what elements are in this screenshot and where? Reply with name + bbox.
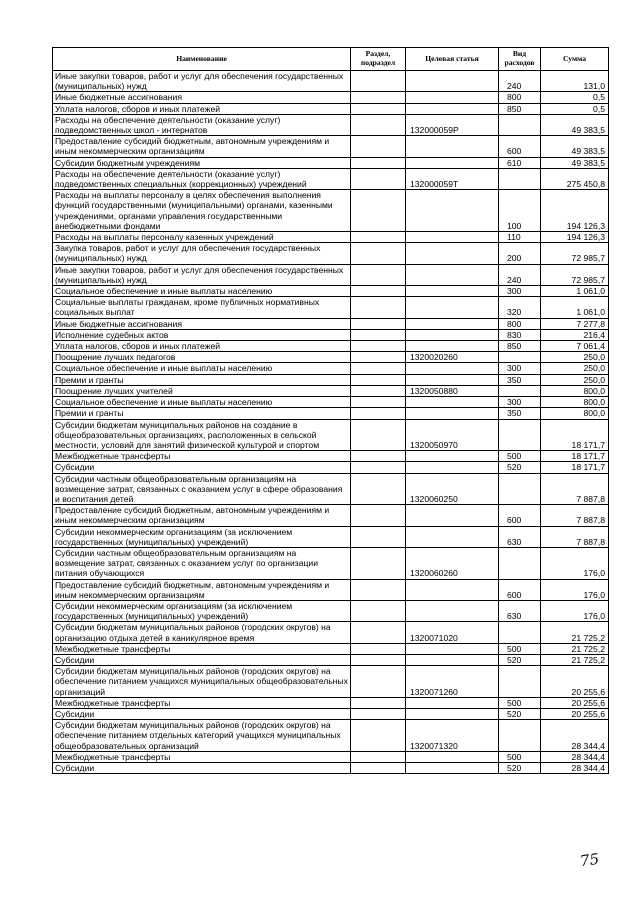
table-row [53, 71, 609, 92]
cell-target [406, 374, 499, 385]
cell-section [351, 720, 406, 752]
cell-sum: 216,4 [541, 329, 609, 340]
table-row [53, 352, 609, 363]
table-row [53, 318, 609, 329]
cell-type: 630 [499, 600, 541, 621]
cell-target [406, 286, 499, 297]
cell-type: 240 [499, 71, 541, 92]
table-row [53, 168, 609, 189]
cell-section [351, 600, 406, 621]
cell-sum: 275 450,8 [541, 168, 609, 189]
cell-sum: 7 887,8 [541, 526, 609, 547]
table-row [53, 505, 609, 526]
cell-sum: 800,0 [541, 397, 609, 408]
cell-section [351, 505, 406, 526]
cell-target [406, 264, 499, 285]
cell-sum: 28 344,4 [541, 763, 609, 774]
cell-type: 300 [499, 363, 541, 374]
table-row [53, 654, 609, 665]
page-number: 75 [578, 849, 601, 871]
cell-target: 132000059Т [406, 168, 499, 189]
cell-name: Субсидии частным общеобразовательным организациям на возмещение затрат, связанных с оказанием услуг по организации питания обучающихся [53, 547, 351, 579]
cell-target [406, 462, 499, 473]
cell-sum: 250,0 [541, 374, 609, 385]
cell-target: 132000059Р [406, 114, 499, 135]
cell-target [406, 763, 499, 774]
cell-name: Уплата налогов, сборов и иных платежей [53, 103, 351, 114]
cell-section [351, 397, 406, 408]
cell-sum: 72 985,7 [541, 243, 609, 264]
cell-section [351, 286, 406, 297]
cell-name: Субсидии [53, 708, 351, 719]
cell-target: 1320050970 [406, 419, 499, 451]
cell-type [499, 114, 541, 135]
cell-target [406, 654, 499, 665]
table-row [53, 243, 609, 264]
cell-target [406, 600, 499, 621]
cell-name: Премии и гранты [53, 374, 351, 385]
cell-sum: 49 383,5 [541, 157, 609, 168]
cell-section [351, 419, 406, 451]
table-row [53, 385, 609, 396]
cell-section [351, 374, 406, 385]
cell-type: 110 [499, 232, 541, 243]
cell-sum: 49 383,5 [541, 114, 609, 135]
cell-name: Межбюджетные трансферты [53, 451, 351, 462]
table-row [53, 697, 609, 708]
cell-name: Субсидии [53, 462, 351, 473]
cell-section [351, 697, 406, 708]
table-row [53, 643, 609, 654]
cell-type: 500 [499, 697, 541, 708]
cell-type: 800 [499, 92, 541, 103]
cell-section [351, 297, 406, 318]
cell-type [499, 666, 541, 698]
cell-name: Поощрение лучших педагогов [53, 352, 351, 363]
cell-section [351, 329, 406, 340]
cell-sum: 20 255,6 [541, 708, 609, 719]
table-row [53, 136, 609, 157]
cell-target [406, 363, 499, 374]
cell-target [406, 408, 499, 419]
cell-type: 520 [499, 654, 541, 665]
cell-name: Закупка товаров, работ и услуг для обеспечения государственных (муниципальных) нужд [53, 243, 351, 264]
table-row [53, 419, 609, 451]
table-row [53, 341, 609, 352]
cell-sum: 194 126,3 [541, 190, 609, 232]
cell-sum: 18 171,7 [541, 419, 609, 451]
cell-type [499, 720, 541, 752]
cell-target: 1320060250 [406, 473, 499, 505]
cell-sum: 176,0 [541, 547, 609, 579]
cell-type: 600 [499, 505, 541, 526]
cell-sum: 21 725,2 [541, 654, 609, 665]
cell-name: Межбюджетные трансферты [53, 751, 351, 762]
cell-sum: 18 171,7 [541, 451, 609, 462]
cell-sum: 250,0 [541, 352, 609, 363]
cell-sum: 18 171,7 [541, 462, 609, 473]
cell-target [406, 157, 499, 168]
cell-type: 240 [499, 264, 541, 285]
table-row [53, 622, 609, 643]
table-row [53, 103, 609, 114]
cell-target [406, 697, 499, 708]
table-body [53, 71, 609, 774]
cell-sum: 7 277,8 [541, 318, 609, 329]
cell-target [406, 643, 499, 654]
cell-target: 1320060260 [406, 547, 499, 579]
table-row [53, 374, 609, 385]
cell-sum: 20 255,6 [541, 666, 609, 698]
table-row [53, 579, 609, 600]
cell-section [351, 579, 406, 600]
cell-type [499, 547, 541, 579]
cell-section [351, 136, 406, 157]
cell-type: 610 [499, 157, 541, 168]
cell-name: Расходы на обеспечение деятельности (оказание услуг) подведомственных специальных (коррекционных) учреждений [53, 168, 351, 189]
cell-sum: 7 061,4 [541, 341, 609, 352]
cell-name: Уплата налогов, сборов и иных платежей [53, 341, 351, 352]
table-row [53, 473, 609, 505]
cell-name: Субсидии частным общеобразовательным организациям на возмещение затрат, связанных с оказанием услуг в сфере образования и воспитания детей [53, 473, 351, 505]
cell-type [499, 352, 541, 363]
cell-sum: 28 344,4 [541, 720, 609, 752]
cell-target [406, 92, 499, 103]
cell-section [351, 451, 406, 462]
cell-sum: 0,5 [541, 103, 609, 114]
cell-sum: 176,0 [541, 579, 609, 600]
cell-sum: 1 061,0 [541, 286, 609, 297]
cell-type: 850 [499, 341, 541, 352]
cell-type: 520 [499, 763, 541, 774]
cell-target: 1320071260 [406, 666, 499, 698]
cell-section [351, 190, 406, 232]
cell-section [351, 473, 406, 505]
cell-sum: 7 887,8 [541, 473, 609, 505]
cell-name: Субсидии [53, 654, 351, 665]
header-type: Вид расходов [499, 48, 541, 71]
table-row [53, 526, 609, 547]
table-row [53, 114, 609, 135]
table-row [53, 157, 609, 168]
cell-sum: 21 725,2 [541, 622, 609, 643]
cell-type: 200 [499, 243, 541, 264]
cell-type: 500 [499, 751, 541, 762]
cell-type [499, 473, 541, 505]
cell-target [406, 579, 499, 600]
cell-target [406, 297, 499, 318]
table-row [53, 666, 609, 698]
cell-sum: 0,5 [541, 92, 609, 103]
cell-name: Иные бюджетные ассигнования [53, 318, 351, 329]
cell-sum: 194 126,3 [541, 232, 609, 243]
cell-sum: 20 255,6 [541, 697, 609, 708]
cell-section [351, 318, 406, 329]
cell-type: 850 [499, 103, 541, 114]
cell-target [406, 71, 499, 92]
cell-name: Иные закупки товаров, работ и услуг для обеспечения государственных (муниципальных) нужд [53, 264, 351, 285]
cell-target [406, 190, 499, 232]
cell-name: Исполнение судебных актов [53, 329, 351, 340]
cell-type [499, 622, 541, 643]
cell-sum: 800,0 [541, 385, 609, 396]
cell-type [499, 168, 541, 189]
cell-name: Предоставление субсидий бюджетным, автономным учреждениям и иным некоммерческим организациям [53, 136, 351, 157]
cell-sum: 21 725,2 [541, 643, 609, 654]
cell-section [351, 232, 406, 243]
cell-section [351, 363, 406, 374]
table-header-row [53, 48, 609, 71]
cell-section [351, 114, 406, 135]
cell-section [351, 92, 406, 103]
table-row [53, 329, 609, 340]
cell-type: 520 [499, 462, 541, 473]
cell-target [406, 136, 499, 157]
cell-name: Иные закупки товаров, работ и услуг для обеспечения государственных (муниципальных) нужд [53, 71, 351, 92]
cell-type: 800 [499, 318, 541, 329]
cell-name: Социальные выплаты гражданам, кроме публичных нормативных социальных выплат [53, 297, 351, 318]
cell-target [406, 505, 499, 526]
cell-target [406, 451, 499, 462]
cell-section [351, 462, 406, 473]
cell-target [406, 329, 499, 340]
cell-type: 520 [499, 708, 541, 719]
cell-section [351, 751, 406, 762]
table-row [53, 92, 609, 103]
cell-section [351, 103, 406, 114]
cell-sum: 28 344,4 [541, 751, 609, 762]
cell-section [351, 264, 406, 285]
cell-target [406, 708, 499, 719]
cell-name: Межбюджетные трансферты [53, 697, 351, 708]
cell-type: 350 [499, 408, 541, 419]
cell-name: Премии и гранты [53, 408, 351, 419]
cell-name: Предоставление субсидий бюджетным, автономным учреждениям и иным некоммерческим организациям [53, 505, 351, 526]
cell-section [351, 408, 406, 419]
cell-target: 1320050880 [406, 385, 499, 396]
table-row [53, 363, 609, 374]
cell-name: Субсидии [53, 763, 351, 774]
cell-type [499, 419, 541, 451]
cell-section [351, 708, 406, 719]
cell-sum: 800,0 [541, 408, 609, 419]
cell-name: Межбюджетные трансферты [53, 643, 351, 654]
cell-name: Иные бюджетные ассигнования [53, 92, 351, 103]
table-row [53, 751, 609, 762]
cell-name: Социальное обеспечение и иные выплаты населению [53, 286, 351, 297]
cell-section [351, 168, 406, 189]
table-row [53, 232, 609, 243]
table-row [53, 408, 609, 419]
header-section: Раздел, подраздел [351, 48, 406, 71]
table-row [53, 462, 609, 473]
cell-type [499, 385, 541, 396]
cell-name: Расходы на выплаты персоналу казенных учреждений [53, 232, 351, 243]
table-row [53, 264, 609, 285]
cell-sum: 131,0 [541, 71, 609, 92]
cell-type: 300 [499, 397, 541, 408]
cell-type: 600 [499, 579, 541, 600]
budget-table-page [52, 47, 608, 774]
cell-name: Социальное обеспечение и иные выплаты населению [53, 397, 351, 408]
cell-section [351, 666, 406, 698]
cell-section [351, 352, 406, 363]
cell-target [406, 397, 499, 408]
cell-name: Субсидии бюджетам муниципальных районов (городских округов) на обеспечение питанием учащихся муниципальных общеобразовательных организаций [53, 666, 351, 698]
cell-type: 100 [499, 190, 541, 232]
cell-section [351, 526, 406, 547]
cell-target [406, 526, 499, 547]
cell-sum: 49 383,5 [541, 136, 609, 157]
budget-table [52, 47, 609, 774]
cell-name: Субсидии некоммерческим организациям (за исключением государственных (муниципальных) учреждений) [53, 600, 351, 621]
table-row [53, 763, 609, 774]
cell-name: Поощрение лучших учителей [53, 385, 351, 396]
cell-section [351, 763, 406, 774]
cell-target [406, 318, 499, 329]
table-row [53, 451, 609, 462]
table-row [53, 190, 609, 232]
table-row [53, 297, 609, 318]
cell-name: Расходы на выплаты персоналу в целях обеспечения выполнения функций государственными (муниципальными) органами, казенными учреждениями, органами управления государственными внебюджетными фондами [53, 190, 351, 232]
cell-name: Предоставление субсидий бюджетным, автономным учреждениям и иным некоммерческим организациям [53, 579, 351, 600]
table-row [53, 397, 609, 408]
cell-section [351, 547, 406, 579]
table-row [53, 547, 609, 579]
cell-type: 300 [499, 286, 541, 297]
cell-name: Субсидии бюджетам муниципальных районов (городских округов) на организацию отдыха детей в каникулярное время [53, 622, 351, 643]
cell-section [351, 643, 406, 654]
header-name: Наименование [53, 48, 351, 71]
cell-name: Субсидии бюджетам муниципальных районов (городских округов) на обеспечение питанием отдельных категорий учащихся муниципальных общеобразовательных организаций [53, 720, 351, 752]
cell-sum: 7 887,8 [541, 505, 609, 526]
cell-sum: 176,0 [541, 600, 609, 621]
cell-target: 1320071320 [406, 720, 499, 752]
cell-sum: 72 985,7 [541, 264, 609, 285]
cell-target [406, 232, 499, 243]
cell-section [351, 243, 406, 264]
cell-sum: 250,0 [541, 363, 609, 374]
cell-section [351, 385, 406, 396]
cell-sum: 1 061,0 [541, 297, 609, 318]
cell-target [406, 341, 499, 352]
cell-section [351, 622, 406, 643]
cell-section [351, 71, 406, 92]
cell-name: Субсидии некоммерческим организациям (за исключением государственных (муниципальных) учреждений) [53, 526, 351, 547]
cell-target: 1320071020 [406, 622, 499, 643]
cell-section [351, 157, 406, 168]
cell-type: 600 [499, 136, 541, 157]
cell-type: 830 [499, 329, 541, 340]
table-row [53, 708, 609, 719]
table-row [53, 286, 609, 297]
cell-type: 500 [499, 451, 541, 462]
cell-type: 320 [499, 297, 541, 318]
cell-target [406, 751, 499, 762]
table-row [53, 600, 609, 621]
cell-target: 1320020260 [406, 352, 499, 363]
header-sum: Сумма [541, 48, 609, 71]
table-row [53, 720, 609, 752]
cell-type: 350 [499, 374, 541, 385]
cell-name: Социальное обеспечение и иные выплаты населению [53, 363, 351, 374]
cell-target [406, 243, 499, 264]
cell-type: 500 [499, 643, 541, 654]
cell-name: Субсидии бюджетам муниципальных районов на создание в общеобразовательных организациях, расположенных в сельской местности, условий для занятий физической культурой и спортом [53, 419, 351, 451]
cell-section [351, 341, 406, 352]
cell-name: Расходы на обеспечение деятельности (оказание услуг) подведомственных школ - интернатов [53, 114, 351, 135]
cell-type: 630 [499, 526, 541, 547]
cell-section [351, 654, 406, 665]
header-target: Целевая статья [406, 48, 499, 71]
cell-target [406, 103, 499, 114]
cell-name: Субсидии бюджетным учреждениям [53, 157, 351, 168]
